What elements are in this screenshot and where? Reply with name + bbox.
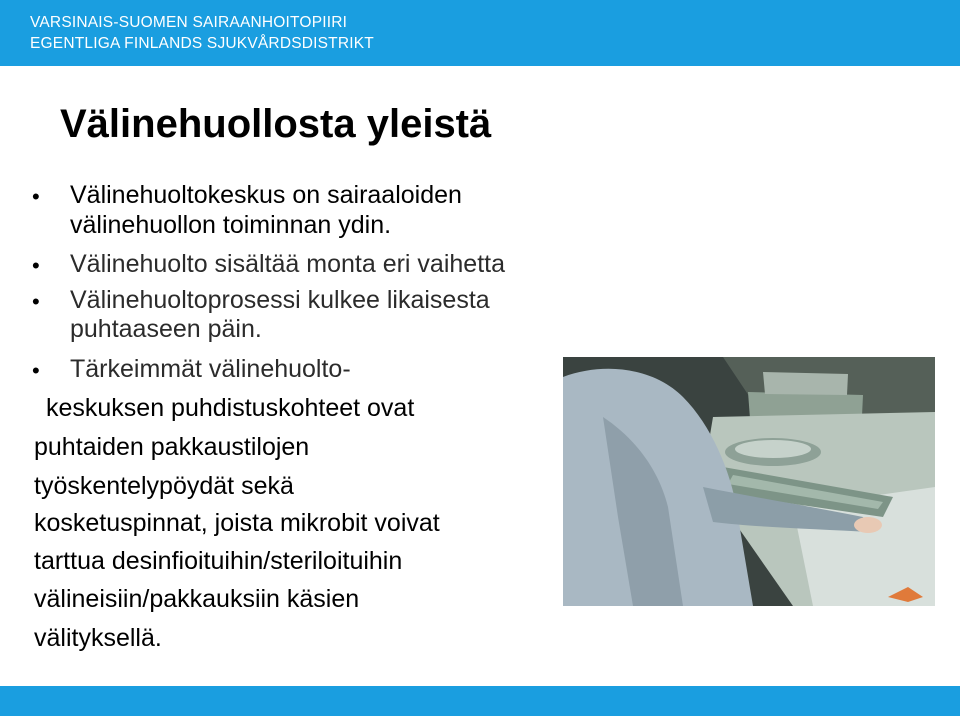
bullet-1-line-2: välinehuollon toiminnan ydin. — [70, 211, 392, 239]
bullet-dot-icon: • — [32, 358, 40, 383]
bullet-dot-icon: • — [32, 253, 40, 278]
slide-title: Välinehuollosta yleistä — [60, 102, 492, 146]
organization-name-swedish: EGENTLIGA FINLANDS SJUKVÅRDSDISTRIKT — [30, 35, 374, 52]
organization-name-finnish: VARSINAIS-SUOMEN SAIRAANHOITOPIIRI — [30, 14, 348, 31]
bullet-4-line-2: keskuksen puhdistuskohteet ovat — [46, 394, 415, 422]
bullet-2-line-1: Välinehuolto sisältää monta eri vaihetta — [70, 250, 505, 278]
header-bar — [0, 0, 960, 66]
footer-bar — [0, 686, 960, 716]
cleanroom-worker-photo — [563, 357, 935, 606]
bullet-3-line-2: puhtaaseen päin. — [70, 315, 262, 343]
bullet-4-line-3: puhtaiden pakkaustilojen — [34, 433, 310, 461]
bullet-4-line-6: tarttua desinfioituihin/steriloituihin — [34, 547, 403, 575]
bullet-1-line-1: Välinehuoltokeskus on sairaaloiden — [70, 181, 462, 209]
bullet-4-line-4: työskentelypöydät sekä — [34, 472, 294, 500]
bullet-dot-icon: • — [32, 289, 40, 314]
photo-illustration — [563, 357, 935, 606]
bullet-3-line-1: Välinehuoltoprosessi kulkee likaisesta — [70, 286, 490, 314]
bullet-4-line-5: kosketuspinnat, joista mikrobit voivat — [34, 509, 440, 537]
bullet-4-line-8: välityksellä. — [34, 624, 162, 652]
bullet-4-line-1: Tärkeimmät välinehuolto- — [70, 355, 351, 383]
bullet-dot-icon: • — [32, 184, 40, 209]
bullet-4-line-7: välineisiin/pakkauksiin käsien — [34, 585, 360, 613]
